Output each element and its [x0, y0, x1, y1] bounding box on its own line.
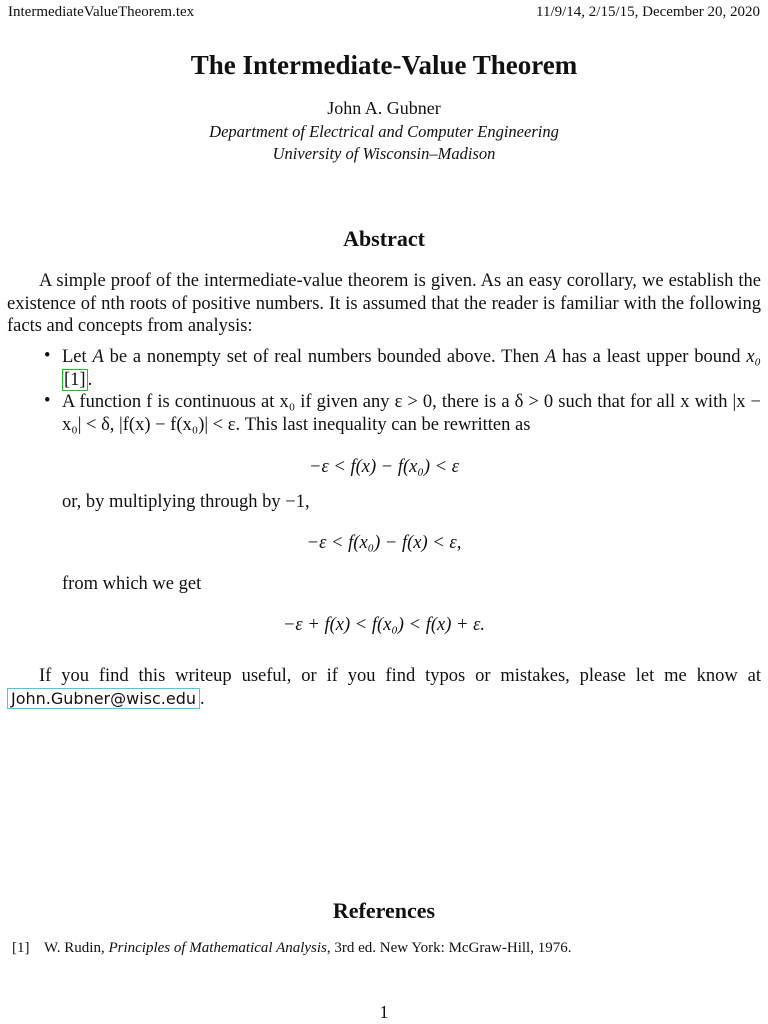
- affiliation-university: University of Wisconsin–Madison: [272, 144, 496, 163]
- email-link[interactable]: John.Gubner@wisc.edu: [7, 688, 200, 709]
- reference-number: [1]: [12, 940, 30, 956]
- abstract-heading: Abstract: [343, 226, 425, 251]
- set-symbol: A: [92, 347, 104, 367]
- paper-title: The Intermediate-Value Theorem: [190, 50, 578, 80]
- citation-link[interactable]: [1]: [64, 369, 86, 390]
- affiliation-department: Department of Electrical and Computer Engineering: [209, 122, 559, 141]
- references-heading: References: [332, 898, 436, 923]
- equation-1: −ε < f(x) − f(x₀) < ε: [308, 457, 460, 477]
- x0-symbol: x₀: [746, 347, 761, 367]
- header-dates: 11/9/14, 2/15/15, December 20, 2020: [536, 4, 760, 20]
- bullet-item-1: [62, 346, 761, 391]
- closing-text: If you find this writeup useful, or if you find typos or mistakes, please let me know at: [39, 666, 761, 686]
- bullet-marker: •: [44, 346, 51, 366]
- bullet-marker: •: [44, 391, 51, 411]
- closing-paragraph: [7, 665, 761, 710]
- reference-details: , 3rd ed. New York: McGraw-Hill, 1976.: [326, 940, 572, 956]
- bullet2-or-text: or, by multiplying through by −1,: [62, 492, 310, 512]
- equation-2: −ε < f(x₀) − f(x) < ε,: [306, 533, 462, 553]
- page-number: 1: [379, 1002, 389, 1022]
- author-name: John A. Gubner: [327, 98, 441, 118]
- bullet-item-2: A function f is continuous at x₀ if given any ε > 0, there is a δ > 0 such that for all x with |x − x₀| < δ, |f(x) − f(x₀)| < ε. This last inequality can be rewritten as: [62, 392, 761, 435]
- citation-number[interactable]: 1: [70, 369, 80, 390]
- bullet2-from-text: from which we get: [62, 574, 202, 594]
- reference-author: W. Rudin,: [44, 940, 109, 956]
- reference-item: [12, 940, 571, 957]
- equation-3: −ε + f(x) < f(x₀) < f(x) + ε.: [282, 615, 486, 635]
- bullet1-text-b: be a nonempty set of real numbers bounded above. Then: [103, 347, 545, 367]
- abstract-intro: A simple proof of the intermediate-value theorem is given. As an easy corollary, we establish the existence of nth roots of positive numbers. It is assumed that the reader is familiar with the following facts and concepts from analysis:: [7, 271, 761, 336]
- bullet1-text-a: Let: [62, 347, 93, 367]
- header-filename: IntermediateValueTheorem.tex: [8, 4, 195, 20]
- bullet1-end: .: [87, 369, 93, 390]
- reference-title: Principles of Mathematical Analysis: [108, 940, 327, 956]
- set-symbol-2: A: [544, 347, 557, 367]
- closing-end: .: [200, 688, 205, 709]
- bullet1-text-c: has a least upper bound: [556, 347, 747, 367]
